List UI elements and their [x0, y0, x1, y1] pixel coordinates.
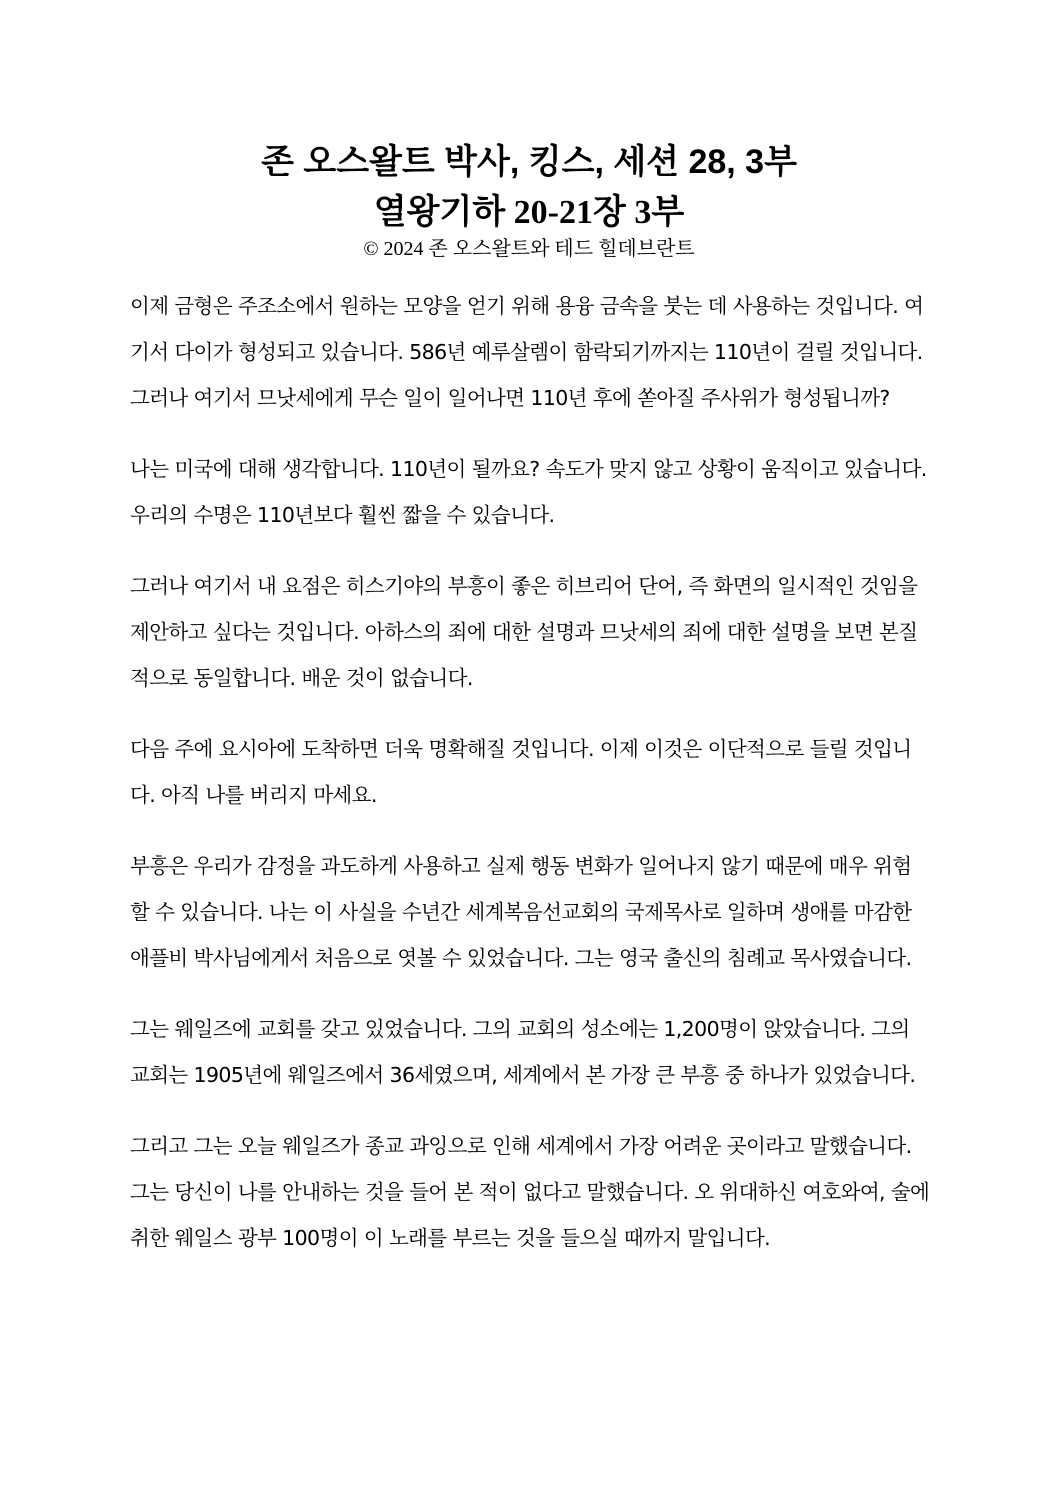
document-subtitle: 열왕기하 20-21장 3부	[373, 194, 685, 231]
paragraph: 그는 웨일즈에 교회를 갖고 있었습니다. 그의 교회의 성소에는 1,200명이 앉았습니다. 그의 교회는 1905년에 웨일즈에서 36세였으며, 세계에서 본 가장 큰 부흥 중 하나가 있었습니다.	[130, 1017, 916, 1087]
document-header	[0, 138, 1058, 262]
paragraph: 나는 미국에 대해 생각합니다. 110년이 될까요? 속도가 맞지 않고 상황이 움직이고 있습니다. 우리의 수명은 110년보다 훨씬 짧을 수 있습니다.	[130, 457, 927, 527]
copyright-line: © 2024 존 오스왈트와 테드 힐데브란트	[363, 238, 695, 260]
paragraph: 그리고 그는 오늘 웨일즈가 종교 과잉으로 인해 세계에서 가장 어려운 곳이라고 말했습니다. 그는 당신이 나를 안내하는 것을 들어 본 적이 없다고 말했습니다. 오 위대하신 여호와여, 술에 취한 웨일스 광부 100명이 이 노래를 부르는 것을 들으실 때까지 말입니다.	[130, 1134, 930, 1250]
paragraph: 다음 주에 요시아에 도착하면 더욱 명확해질 것입니다. 이제 이것은 이단적으로 들릴 것입니다. 아직 나를 버리지 마세요.	[130, 737, 912, 807]
document-title: 존 오스왈트 박사, 킹스, 세션 28, 3부	[261, 143, 797, 181]
paragraph: 그러나 여기서 내 요점은 히스기야의 부흥이 좋은 히브리어 단어, 즉 화면의 일시적인 것임을 제안하고 싶다는 것입니다. 아하스의 죄에 대한 설명과 므낫세의 죄에 대한 설명을 보면 본질적으로 동일합니다. 배운 것이 없습니다.	[130, 574, 918, 690]
paragraph: 부흥은 우리가 감정을 과도하게 사용하고 실제 행동 변화가 일어나지 않기 때문에 매우 위험할 수 있습니다. 나는 이 사실을 수년간 세계복음선교회의 국제목사로 일하며 생애를 마감한 애플비 박사님에게서 처음으로 엿볼 수 있었습니다. 그는 영국 출신의 침례교 목사였습니다.	[130, 854, 912, 970]
paragraph: 이제 금형은 주조소에서 원하는 모양을 얻기 위해 용융 금속을 붓는 데 사용하는 것입니다. 여기서 다이가 형성되고 있습니다. 586년 예루살렘이 함락되기까지는 110년이 걸릴 것입니다. 그러나 여기서 므낫세에게 무슨 일이 일어나면 110년 후에 쏟아질 주사위가 형성됩니까?	[130, 294, 924, 410]
document-body	[130, 283, 930, 1286]
